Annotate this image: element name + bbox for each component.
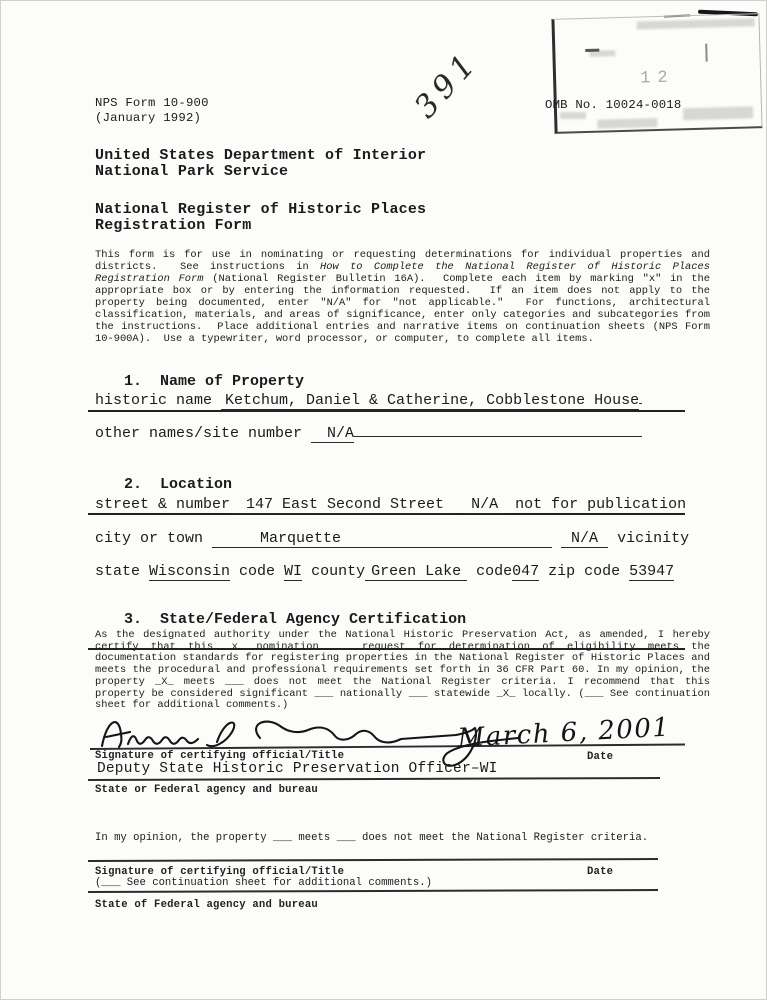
stamp-smudge <box>683 106 753 120</box>
agency-rule-line <box>88 777 660 781</box>
stamp-smudge <box>560 112 586 119</box>
instructions-post: (National Register Bulletin 16A). Complete each item by marking "x" in the appropriate box or by entering the information requested. If an item does not apply to the property being documented, enter "N/A" for "not applicable." For functions, architectural classification, materials, and areas of significance, enter only categories and subcategories from the instructions. Place additional entries and narrative items on continuation sheets (NPS Form 10-900A). Use a typewriter, word processor, or computer, to complete all items. <box>95 273 717 345</box>
street-label: street & number <box>95 496 231 513</box>
instructions-paragraph <box>95 249 717 345</box>
state-code-label: code <box>230 563 285 580</box>
historic-name-field: Ketchum, Daniel & Catherine, Cobblestone House <box>221 392 639 410</box>
certification-statement: As the designated authority under the National Historic Preservation Act, as amended, I hereby certify that this _x_ nomination ___ request for determination of eligibility meets the documentation standards for registering properties in the National Register of Historic Places and meets the procedural and professional requirements set forth in 36 CFR Part 60. In my opinion, the property _X_ meets ___ does not meet the National Register criteria. I recommend that this property be considered significant ___ nationally ___ statewide _X_ locally. (___ See continuation sheet for additional comments.) <box>95 629 717 712</box>
city-label: city or town <box>95 530 213 547</box>
other-names-line <box>354 436 642 437</box>
street-suffix: not for publication <box>506 496 687 513</box>
street-na-field: N/A <box>463 496 506 514</box>
other-names-row <box>95 425 642 443</box>
opinion-line1: In my opinion, the property ___ meets ___ does not meet the National Register criteria. <box>95 832 649 844</box>
city-na-field: N/A <box>561 530 608 548</box>
city-value: Marquette <box>260 530 342 547</box>
zip-field: 53947 <box>629 563 675 580</box>
other-names-field: N/A <box>311 425 354 443</box>
zip-label: zip code <box>539 563 630 580</box>
omb-number: OMB No. 10024-0018 <box>545 98 682 112</box>
street-field: 147 East Second Street <box>230 496 454 514</box>
historic-name-line <box>639 403 642 404</box>
street-row <box>95 496 686 514</box>
section3-heading-label: 3. State/Federal Agency Certification <box>124 611 467 628</box>
stamp-smudge <box>637 18 755 29</box>
form-revision: (January 1992) <box>95 111 202 125</box>
agency2-label: State of Federal agency and bureau <box>95 899 318 911</box>
section1-heading-label: 1. Name of Property <box>124 373 305 390</box>
signature-label: Signature of certifying official/Title <box>95 750 345 762</box>
state-row <box>95 563 674 581</box>
instructions-pre: This form is for use in nominating or requesting determinations for individual properties and districts. See instructions in <box>95 249 717 273</box>
handwritten-number: 391 <box>407 43 487 126</box>
section2-heading-label: 2. Location <box>124 476 233 493</box>
signature2-label: Signature of certifying official/Title <box>95 866 345 878</box>
date-label: Date <box>587 751 614 763</box>
state-code-field: WI <box>284 563 303 580</box>
historic-name-label: historic name <box>95 392 222 409</box>
county-field: Green Lake <box>365 563 467 581</box>
county-code-field: 047 <box>512 563 540 580</box>
agency-label: State or Federal agency and bureau <box>95 784 318 796</box>
opinion-line2: (___ See continuation sheet for additional comments.) <box>95 877 432 889</box>
city-gap <box>552 530 561 547</box>
stamp-smudge <box>597 118 657 129</box>
form-title: National Register of Historic Places <box>95 201 427 218</box>
department-name: United States Department of Interior <box>95 147 427 164</box>
signature-date-script: March 6, 2001 <box>456 712 672 754</box>
stamp-bracket-mark <box>705 44 708 62</box>
stamp-bracket-mark <box>585 49 599 52</box>
signer-title: Deputy State Historic Preservation Officer–WI <box>97 761 498 777</box>
county-label: county <box>302 563 366 580</box>
city-suffix: vicinity <box>608 530 690 547</box>
bureau-name: National Park Service <box>95 163 289 180</box>
form-number: NPS Form 10-900 <box>95 96 209 110</box>
date2-label: Date <box>587 866 614 878</box>
street-gap <box>454 496 463 513</box>
form-subtitle: Registration Form <box>95 217 252 234</box>
city-row <box>95 530 689 548</box>
other-names-label: other names/site number <box>95 425 312 442</box>
county-code-label: code <box>467 563 513 580</box>
state-field: Wisconsin <box>149 563 231 580</box>
city-field <box>212 530 552 548</box>
historic-name-row <box>95 392 642 410</box>
stamp-number: 12 <box>639 68 675 89</box>
state-label: state <box>95 563 150 580</box>
instructions-italic: How to Complete the National Register of Historic Places Registration Form <box>95 261 717 285</box>
